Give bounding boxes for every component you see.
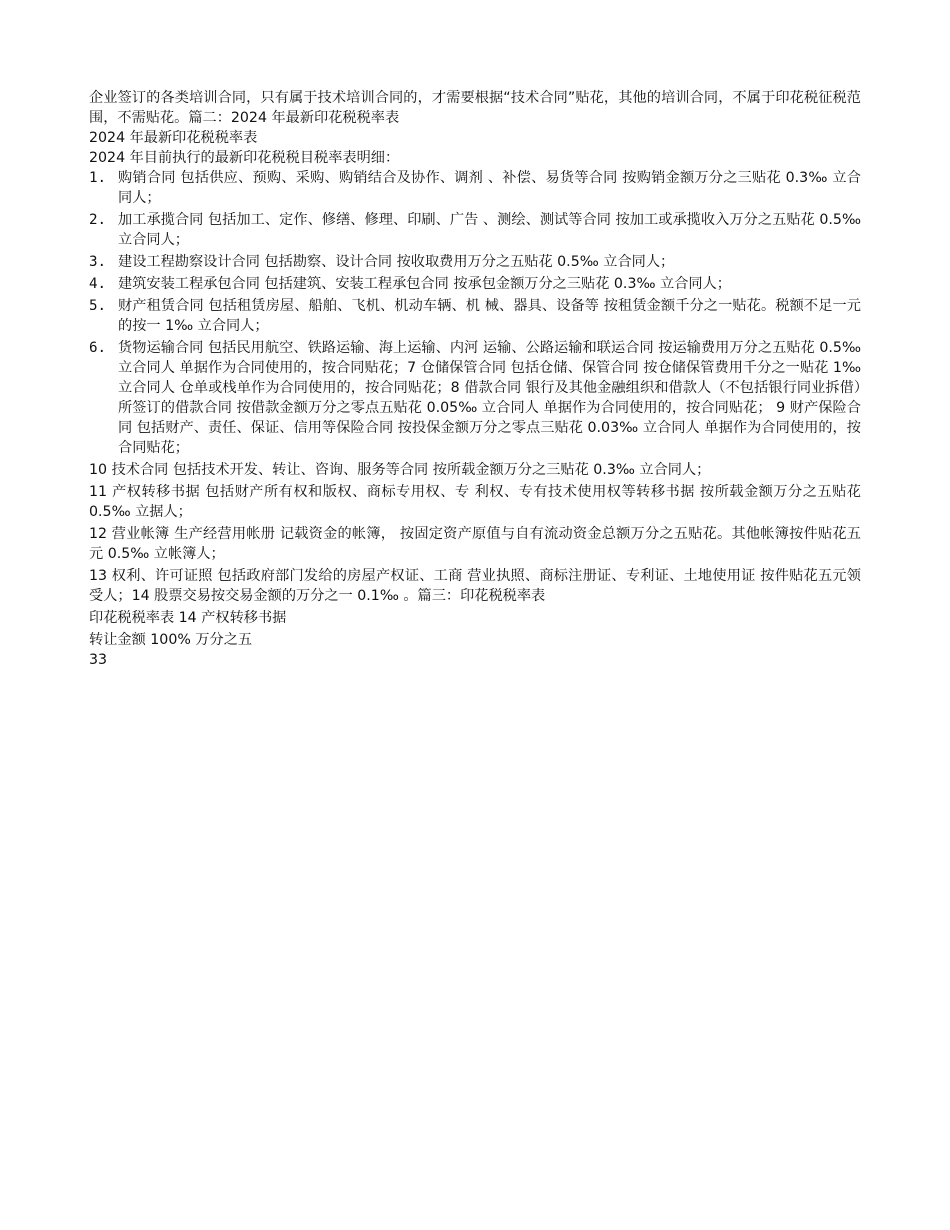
- list-item-text: 货物运输合同 包括民用航空、铁路运输、海上运输、内河 运输、公路运输和联运合同 按运输费用万分之五贴花 0.5‰ 立合同人 单据作为合同使用的，按合同贴花；7 仓储保管合同 包括仓储、保管合同 按仓储保管费用千分之一贴花 1‰ 立合同人 仓单或栈单作为合同使用的，按合同贴花；8 借款合同 银行及其他金融组织和借款人（不包括银行同业拆借）所签订的借款合同 按借款金额万分之零点五贴花 0.05‰ 立合同人 单据作为合同使用的，按合同贴花； 9 财产保险合同 包括财产、责任、保证、信用等保险合同 按投保金额万分之零点三贴花 0.03‰ 立合同人 单据作为合同使用的，按合同贴花；: [118, 340, 861, 456]
- list-item: [89, 274, 861, 294]
- paragraph-business-books: 12 营业帐簿 生产经营用帐册 记载资金的帐簿， 按固定资产原值与自有流动资金总额万分之五贴花。其他帐簿按件贴花五元 0.5‰ 立帐簿人；: [89, 526, 861, 562]
- list-item-text: 财产租赁合同 包括租赁房屋、船舶、飞机、机动车辆、机 械、器具、设备等 按租赁金额千分之一贴花。税额不足一元的按一 1‰ 立合同人；: [118, 298, 861, 334]
- paragraph-technology-contract: 10 技术合同 包括技术开发、转让、咨询、服务等合同 按所载金额万分之三贴花 0.3‰ 立合同人；: [89, 462, 711, 478]
- list-item-number: 4.: [89, 276, 107, 292]
- list-item-number: 5.: [89, 298, 107, 314]
- list-item-text: 建筑安装工程承包合同 包括建筑、安装工程承包合同 按承包金额万分之三贴花 0.3‰ 立合同人；: [118, 276, 731, 292]
- paragraph-property-transfer: 11 产权转移书据 包括财产所有权和版权、商标专用权、专 利权、专有技术使用权等转移书据 按所载金额万分之五贴花 0.5‰ 立据人；: [89, 484, 861, 520]
- tail-line-transfer-amount: 转让金额 100% 万分之五: [89, 632, 253, 648]
- document-page: [89, 88, 861, 670]
- heading-rate-table: 2024 年最新印花税税率表: [89, 130, 258, 146]
- list-item: [89, 210, 861, 250]
- list-item: [89, 252, 861, 272]
- list-item: [89, 338, 861, 458]
- intro-paragraph: 企业签订的各类培训合同，只有属于技术培训合同的，才需要根据“技术合同”贴花，其他的培训合同，不属于印花税征税范围，不需贴花。篇二：2024 年最新印花税税率表: [89, 90, 861, 126]
- list-item-text: 建设工程勘察设计合同 包括勘察、设计合同 按收取费用万分之五贴花 0.5‰ 立合同人；: [118, 254, 675, 270]
- list-item: [89, 168, 861, 208]
- list-item-number: 2.: [89, 212, 107, 228]
- tail-line-number: 33: [89, 652, 108, 668]
- list-item-number: 3.: [89, 254, 107, 270]
- list-item-number: 1.: [89, 170, 107, 186]
- tail-line-table-title: 印花税税率表 14 产权转移书据: [89, 610, 287, 626]
- numbered-list: [89, 168, 861, 458]
- list-item: [89, 296, 861, 336]
- list-item-text: 购销合同 包括供应、预购、采购、购销结合及协作、调剂 、补偿、易货等合同 按购销金额万分之三贴花 0.3‰ 立合同人；: [118, 170, 861, 206]
- heading-rate-details: 2024 年目前执行的最新印花税税目税率表明细：: [89, 150, 400, 166]
- paragraph-licenses: 13 权利、许可证照 包括政府部门发给的房屋产权证、工商 营业执照、商标注册证、专利证、土地使用证 按件贴花五元领受人；14 股票交易按交易金额的万分之一 0.1‰ 。篇三：印花税税率表: [89, 568, 861, 604]
- list-item-text: 加工承揽合同 包括加工、定作、修缮、修理、印刷、广告 、测绘、测试等合同 按加工或承揽收入万分之五贴花 0.5‰ 立合同人；: [118, 212, 861, 248]
- list-item-number: 6.: [89, 340, 107, 356]
